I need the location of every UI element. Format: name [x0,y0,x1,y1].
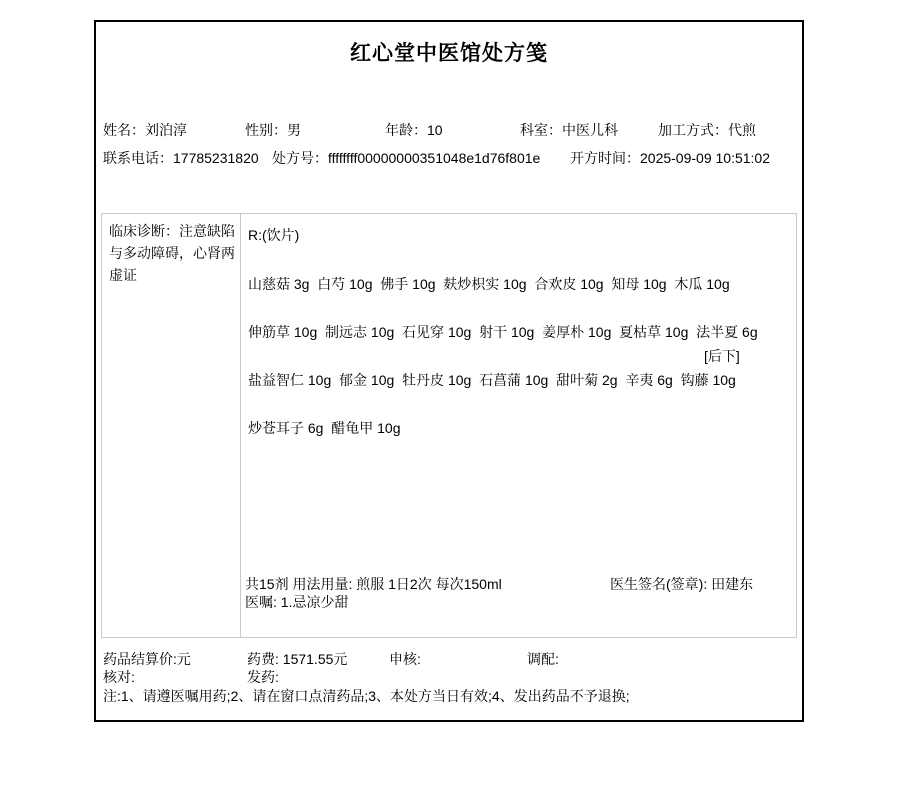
issue-time-value: 2025-09-09 10:51:02 [640,150,770,166]
phone-value: 17785231820 [173,150,259,166]
doctor-signature-field [610,576,753,592]
medicine-fee-field [247,651,347,667]
check-field: 核对: [103,669,135,685]
patient-name-field [103,122,187,138]
processing-method-field [658,122,756,138]
patient-department-value: 中医儿科 [562,122,618,138]
patient-gender-value: 男 [287,122,301,138]
clinical-diagnosis-label: 临床诊断： [109,223,179,239]
patient-age-label: 年龄： [385,122,427,138]
medicine-fee-value: 1571.55元 [282,651,348,667]
dosage-usage-line: 共15剂 用法用量: 煎服 1日2次 每次150ml [245,576,502,592]
doctor-advice-line: 医嘱: 1.忌凉少甜 [245,594,349,610]
compound-field: 调配: [527,651,559,667]
phone-label: 联系电话： [103,150,173,166]
herb-line-3: 盐益智仁 10g 郁金 10g 牡丹皮 10g 石菖蒲 10g 甜叶菊 2g 辛夷 6g 钩藤 10g [248,372,736,388]
herb-line-4: 炒苍耳子 6g 醋龟甲 10g [248,420,401,436]
clinical-diagnosis [109,220,237,286]
settlement-price-field: 药品结算价:元 [103,651,191,667]
clinical-diagnosis-value: 注意缺陷与多动障碍，心肾两虚证 [109,223,235,283]
patient-age-field [385,122,443,138]
dispense-field: 发药: [247,669,279,685]
review-field: 申核: [389,651,421,667]
rx-number-label: 处方号： [272,150,328,166]
processing-method-label: 加工方式： [658,122,728,138]
patient-age-value: 10 [427,122,443,138]
patient-name-label: 姓名： [103,122,145,138]
processing-method-value: 代煎 [728,122,756,138]
medicine-fee-label: 药费: [247,651,283,667]
rx-header: R:(饮片) [248,227,300,243]
herb-line-1: 山慈菇 3g 白芍 10g 佛手 10g 麸炒枳实 10g 合欢皮 10g 知母 10g 木瓜 10g [248,276,730,292]
sheet-title: 红心堂中医馆处方笺 [350,42,548,65]
footer-notes: 注:1、请遵医嘱用药;2、请在窗口点清药品;3、本处方当日有效;4、发出药品不予退换; [103,688,630,704]
patient-gender-field [245,122,301,138]
doctor-signature-value: 田建东 [711,576,754,592]
patient-department-label: 科室： [520,122,562,138]
phone-field [103,150,259,166]
rx-number-field [272,150,540,166]
patient-gender-label: 性别： [245,122,287,138]
doctor-signature-label: 医生签名(签章): [610,576,712,592]
issue-time-label: 开方时间： [570,150,640,166]
patient-department-field [520,122,618,138]
issue-time-field [570,150,770,166]
rx-number-value: ffffffff00000000351048e1d76f801e [328,150,541,166]
patient-name-value: 刘泊淳 [145,122,187,138]
decoct-later-note: [后下] [704,348,740,364]
herb-line-2: 伸筋草 10g 制远志 10g 石见穿 10g 射干 10g 姜厚朴 10g 夏枯草 10g 法半夏 6g [248,324,758,340]
diagnosis-column-divider [240,214,241,637]
